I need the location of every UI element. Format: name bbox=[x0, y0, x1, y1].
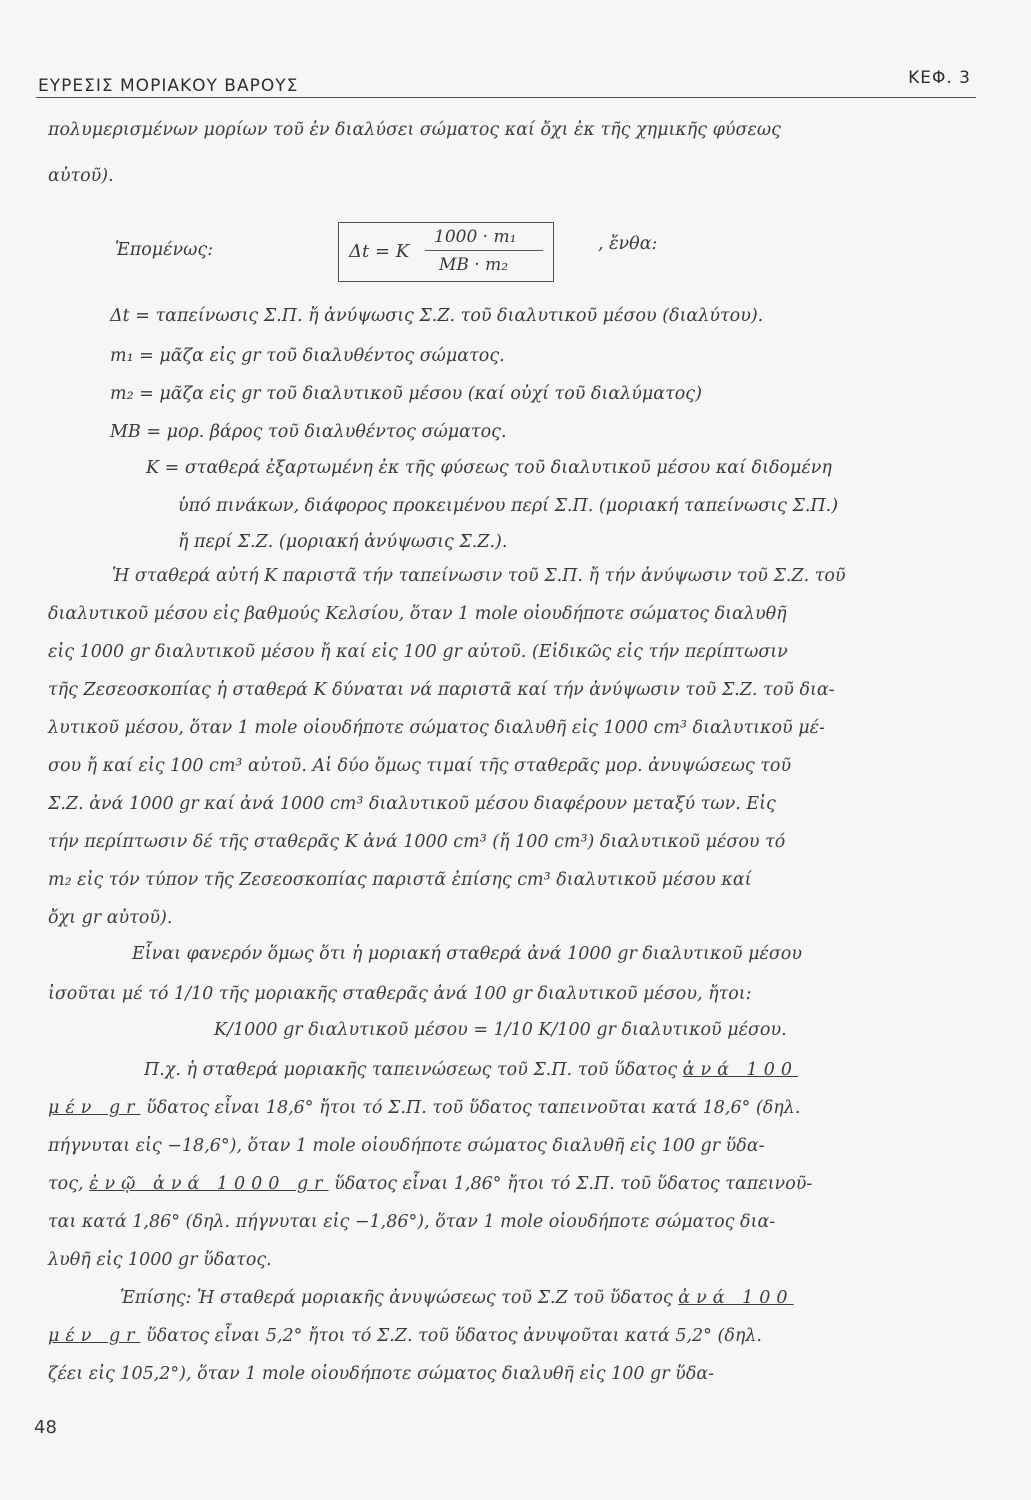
definition-line: Δt = ταπείνωσις Σ.Π. ἤ ἀνύψωσις Σ.Ζ. τοῦ διαλυτικοῦ μέσου (διαλύτου). bbox=[110, 306, 764, 326]
page-number: 48 bbox=[34, 1417, 57, 1438]
text-fragment: Π.χ. ἡ σταθερά μοριακῆς ταπεινώσεως τοῦ Σ.Π. τοῦ ὕδατος bbox=[144, 1060, 683, 1080]
formula-where: , ἔνθα: bbox=[598, 234, 658, 254]
definition-line: ἤ περί Σ.Ζ. (μοριακή ἀνύψωσις Σ.Ζ.). bbox=[178, 532, 508, 552]
paragraph-line: τῆς Ζεσεοσκοπίας ἡ σταθερά Κ δύναται νά παριστᾶ καί τήν ἀνύψωσιν τοῦ Σ.Ζ. τοῦ δια- bbox=[48, 680, 835, 700]
text-fragment: τος, bbox=[48, 1174, 90, 1194]
paragraph-line: πήγνυται εἰς −18,6°), ὅταν 1 mole οἱουδήποτε σώματος διαλυθῆ εἰς 100 gr ὕδα- bbox=[48, 1136, 765, 1156]
formula-numerator: 1000 · m₁ bbox=[434, 227, 517, 247]
text-fragment: Ἐπίσης: Ἡ σταθερά μοριακῆς ἀνυψώσεως τοῦ Σ.Ζ τοῦ ὕδατος bbox=[120, 1288, 679, 1308]
definition-line: m₂ = μᾶζα εἰς gr τοῦ διαλυτικοῦ μέσου (καί οὐχί τοῦ διαλύματος) bbox=[110, 384, 702, 404]
intro-line-2: αὐτοῦ). bbox=[48, 166, 114, 186]
formula-box bbox=[338, 222, 554, 282]
equation-line: Κ/1000 gr διαλυτικοῦ μέσου = 1/10 Κ/100 gr διαλυτικοῦ μέσου. bbox=[214, 1020, 787, 1040]
emphasis-text: ἀνά 100 bbox=[682, 1060, 798, 1080]
definition-line: K = σταθερά ἐξαρτωμένη ἐκ τῆς φύσεως τοῦ διαλυτικοῦ μέσου καί διδομένη bbox=[146, 458, 832, 478]
formula-label: Ἑπομένως: bbox=[115, 240, 214, 260]
header-rule bbox=[36, 97, 976, 98]
paragraph-line: Ἡ σταθερά αὐτή Κ παριστᾶ τήν ταπείνωσιν τοῦ Σ.Π. ἤ τήν ἀνύψωσιν τοῦ Σ.Ζ. τοῦ bbox=[112, 566, 846, 586]
running-header-title: ΕΥΡΕΣΙΣ ΜΟΡΙΑΚΟΥ ΒΑΡΟΥΣ bbox=[38, 76, 299, 96]
paragraph-line: m₂ εἰς τόν τύπον τῆς Ζεσεοσκοπίας παριστᾶ ἐπίσης cm³ διαλυτικοῦ μέσου καί bbox=[48, 870, 752, 890]
definition-line: ὑπό πινάκων, διάφορος προκειμένου περί Σ.Π. (μοριακή ταπείνωσις Σ.Π.) bbox=[178, 496, 839, 516]
paragraph-line bbox=[48, 1326, 762, 1346]
text-fragment: ὕδατος εἶναι 1,86° ἤτοι τό Σ.Π. τοῦ ὕδατος ταπεινοῦ- bbox=[328, 1174, 813, 1194]
paragraph-line: Εἶναι φανερόν ὅμως ὅτι ἡ μοριακή σταθερά ἀνά 1000 gr διαλυτικοῦ μέσου bbox=[132, 944, 802, 964]
paragraph-line: διαλυτικοῦ μέσου εἰς βαθμούς Κελσίου, ὅταν 1 mole οἱουδήποτε σώματος διαλυθῆ bbox=[48, 604, 787, 624]
text-fragment: ὕδατος εἶναι 5,2° ἤτοι τό Σ.Ζ. τοῦ ὕδατος ἀνυψοῦται κατά 5,2° (δηλ. bbox=[140, 1326, 762, 1346]
formula-lhs: Δt = K bbox=[349, 241, 410, 262]
definition-line: m₁ = μᾶζα εἰς gr τοῦ διαλυθέντος σώματος. bbox=[110, 346, 505, 366]
paragraph-line bbox=[120, 1288, 794, 1308]
paragraph-line bbox=[48, 1174, 812, 1194]
emphasis-text: ἀνά 100 bbox=[678, 1288, 794, 1308]
chapter-label: ΚΕΦ. 3 bbox=[908, 68, 971, 88]
paragraph-line: ζέει εἰς 105,2°), ὅταν 1 mole οἱουδήποτε σώματος διαλυθῆ εἰς 100 gr ὕδα- bbox=[48, 1364, 715, 1384]
fraction-bar bbox=[425, 250, 543, 251]
paragraph-line: σου ἤ καί εἰς 100 cm³ αὐτοῦ. Αἱ δύο ὅμως τιμαί τῆς σταθερᾶς μορ. ἀνυψώσεως τοῦ bbox=[48, 756, 792, 776]
emphasis-text: μέν gr bbox=[48, 1098, 141, 1118]
paragraph-line: Σ.Ζ. ἀνά 1000 gr καί ἀνά 1000 cm³ διαλυτικοῦ μέσου διαφέρουν μεταξύ των. Εἰς bbox=[48, 794, 776, 814]
paragraph-line: τήν περίπτωσιν δέ τῆς σταθερᾶς Κ ἀνά 1000 cm³ (ἤ 100 cm³) διαλυτικοῦ μέσου τό bbox=[48, 832, 786, 852]
intro-line-1: πολυμερισμένων μορίων τοῦ ἐν διαλύσει σώματος καί ὄχι ἐκ τῆς χημικῆς φύσεως bbox=[48, 120, 781, 140]
paragraph-line: λυθῆ εἰς 1000 gr ὕδατος. bbox=[48, 1250, 272, 1270]
paragraph-line bbox=[48, 1098, 800, 1118]
emphasis-text: μέν gr bbox=[48, 1326, 141, 1346]
paragraph-line: ἰσοῦται μέ τό 1/10 τῆς μοριακῆς σταθερᾶς ἀνά 100 gr διαλυτικοῦ μέσου, ἤτοι: bbox=[48, 984, 752, 1004]
definition-line: MB = μορ. βάρος τοῦ διαλυθέντος σώματος. bbox=[110, 422, 507, 442]
paragraph-line: λυτικοῦ μέσου, ὅταν 1 mole οἱουδήποτε σώματος διαλυθῆ εἰς 1000 cm³ διαλυτικοῦ μέ- bbox=[48, 718, 825, 738]
paragraph-line: ται κατά 1,86° (δηλ. πήγνυται εἰς −1,86°), ὅταν 1 mole οἱουδήποτε σώματος δια- bbox=[48, 1212, 776, 1232]
paragraph-line: εἰς 1000 gr διαλυτικοῦ μέσου ἤ καί εἰς 100 gr αὐτοῦ. (Εἰδικῶς εἰς τήν περίπτωσιν bbox=[48, 642, 788, 662]
formula-denominator: MB · m₂ bbox=[439, 255, 509, 275]
paragraph-line: ὄχι gr αὐτοῦ). bbox=[48, 908, 173, 928]
emphasis-text: ἐνῷ ἀνά 1000 gr bbox=[89, 1174, 329, 1194]
paragraph-line bbox=[144, 1060, 798, 1080]
text-fragment: ὕδατος εἶναι 18,6° ἤτοι τό Σ.Π. τοῦ ὕδατος ταπεινοῦται κατά 18,6° (δηλ. bbox=[140, 1098, 801, 1118]
